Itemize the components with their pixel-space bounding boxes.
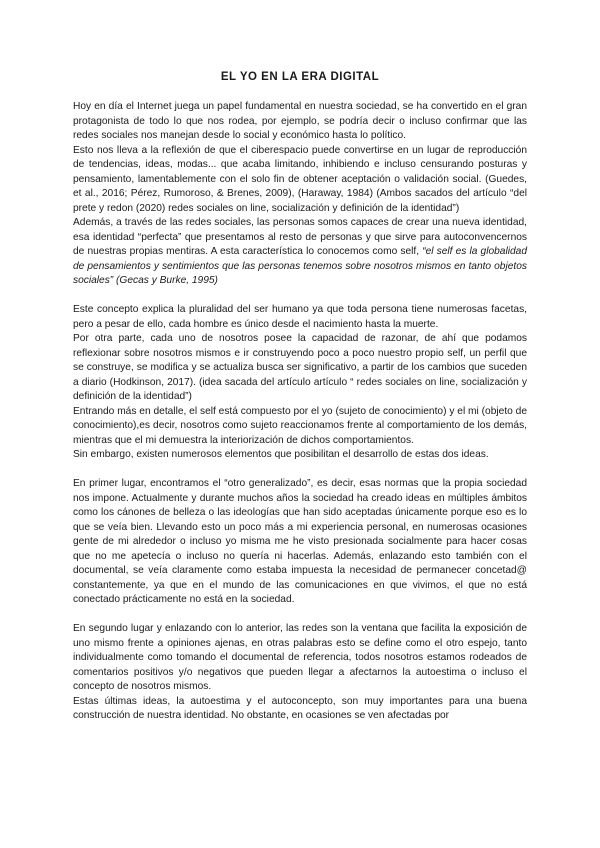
paragraph: Por otra parte, cada uno de nosotros posee la capacidad de razonar, de ahí que podamos reflexionar sobre nosotros mismos e ir construyendo poco a poco nuestro propio self, un perfil que se construye, se modifica y se actualiza busca ser significativo, a partir de los cambios que suceden a diario (Hodkinson, 2017). (idea sacada del artículo artículo “ redes sociales on line, socialización y definición de la identidad”) [73, 333, 527, 402]
document-body [73, 100, 527, 724]
paragraph: Esto nos lleva a la reflexión de que el ciberespacio puede convertirse en un lugar de reproducción de tendencias, ideas, modas... que acaba limitando, inhibiendo e incluso censurando posturas y pensamiento, lamentablemente con el solo fin de obtener aceptación o validación social. (Guedes, et al., 2016; Pérez, Rumoroso, & Brenes, 2009), (Haraway, 1984) (Ambos sacados del artículo “del prete y redon (2020) redes sociales on line, socialización y definición de la identidad”) [73, 144, 527, 214]
paragraph: En segundo lugar y enlazando con lo anterior, las redes son la ventana que facilita la exposición de uno mismo frente a opiniones ajenas, en otras palabras esto se define como el otro espejo, tanto individualmente como tomando el documental de referencia, todos nosotros estamos rodeados de comentarios positivos y/o negativos que pueden llegar a afectarnos la autoestima o incluso el concepto de nosotros mismos. [73, 623, 527, 692]
paragraph: Sin embargo, existen numerosos elementos que posibilitan el desarrollo de estas dos ideas. [73, 449, 489, 460]
paragraph: Entrando más en detalle, el self está compuesto por el yo (sujeto de conocimiento) y el mi (objeto de conocimiento),es decir, nosotros como sujeto reaccionamos frente al comportamiento de los demás, mientras que el mi demuestra la interiorización de dichos comportamientos. [73, 405, 527, 446]
page-title: EL YO EN LA ERA DIGITAL [220, 71, 380, 83]
paragraph-text: Además, a través de las redes sociales, las personas somos capaces de crear una nueva identidad, esa identidad “perfecta” que presentamos al resto de personas y que sirve para autoconvencernos de nuestras propias mentiras. A esta característica lo conocemos como self, [73, 217, 527, 257]
self-definition-quote: “el self es la globalidad de pensamientos y sentimientos que las personas tenemos sobre nosotros mismos en tanto objetos sociales” (Gecas y Burke, 1995) [73, 246, 527, 286]
paragraph: En primer lugar, encontramos el “otro generalizado”, es decir, esas normas que la propia sociedad nos impone. Actualmente y durante muchos años la sociedad ha creado ideas en múltiples ámbitos como los cánones de belleza o las ideologías que han sido aceptadas únicamente porque eso es lo que se veía bien. Llevando esto un poco más a mi experiencia personal, en numerosas ocasiones gente de mi alrededor o incluso yo misma me he visto presionada socialmente para hacer cosas que no me apetecía o incluso no quería ni hacerlas. Además, enlazando esto también con el documental, se veía claramente como estaba impuesta la necesidad de permanecer concetad@ constantemente, ya que en el mundo de las comunicaciones en que vivimos, el que no está conectado prácticamente no está en la sociedad. [73, 478, 527, 605]
paragraph: Este concepto explica la pluralidad del ser humano ya que toda persona tiene numerosas facetas, pero a pesar de ello, cada hombre es único desde el nacimiento hasta la muerte. [73, 304, 527, 330]
paragraph [73, 216, 527, 289]
paragraph: Hoy en día el Internet juega un papel fundamental en nuestra sociedad, se ha convertido en el gran protagonista de todo lo que nos rodea, por ejemplo, se podría decir o incluso confirmar que las redes sociales nos manejan desde lo social y económico hasta lo político. [73, 101, 527, 141]
paragraph: Estas últimas ideas, la autoestima y el autoconcepto, son muy importantes para una buena construcción de nuestra identidad. No obstante, en ocasiones se ven afectadas por [73, 695, 527, 721]
